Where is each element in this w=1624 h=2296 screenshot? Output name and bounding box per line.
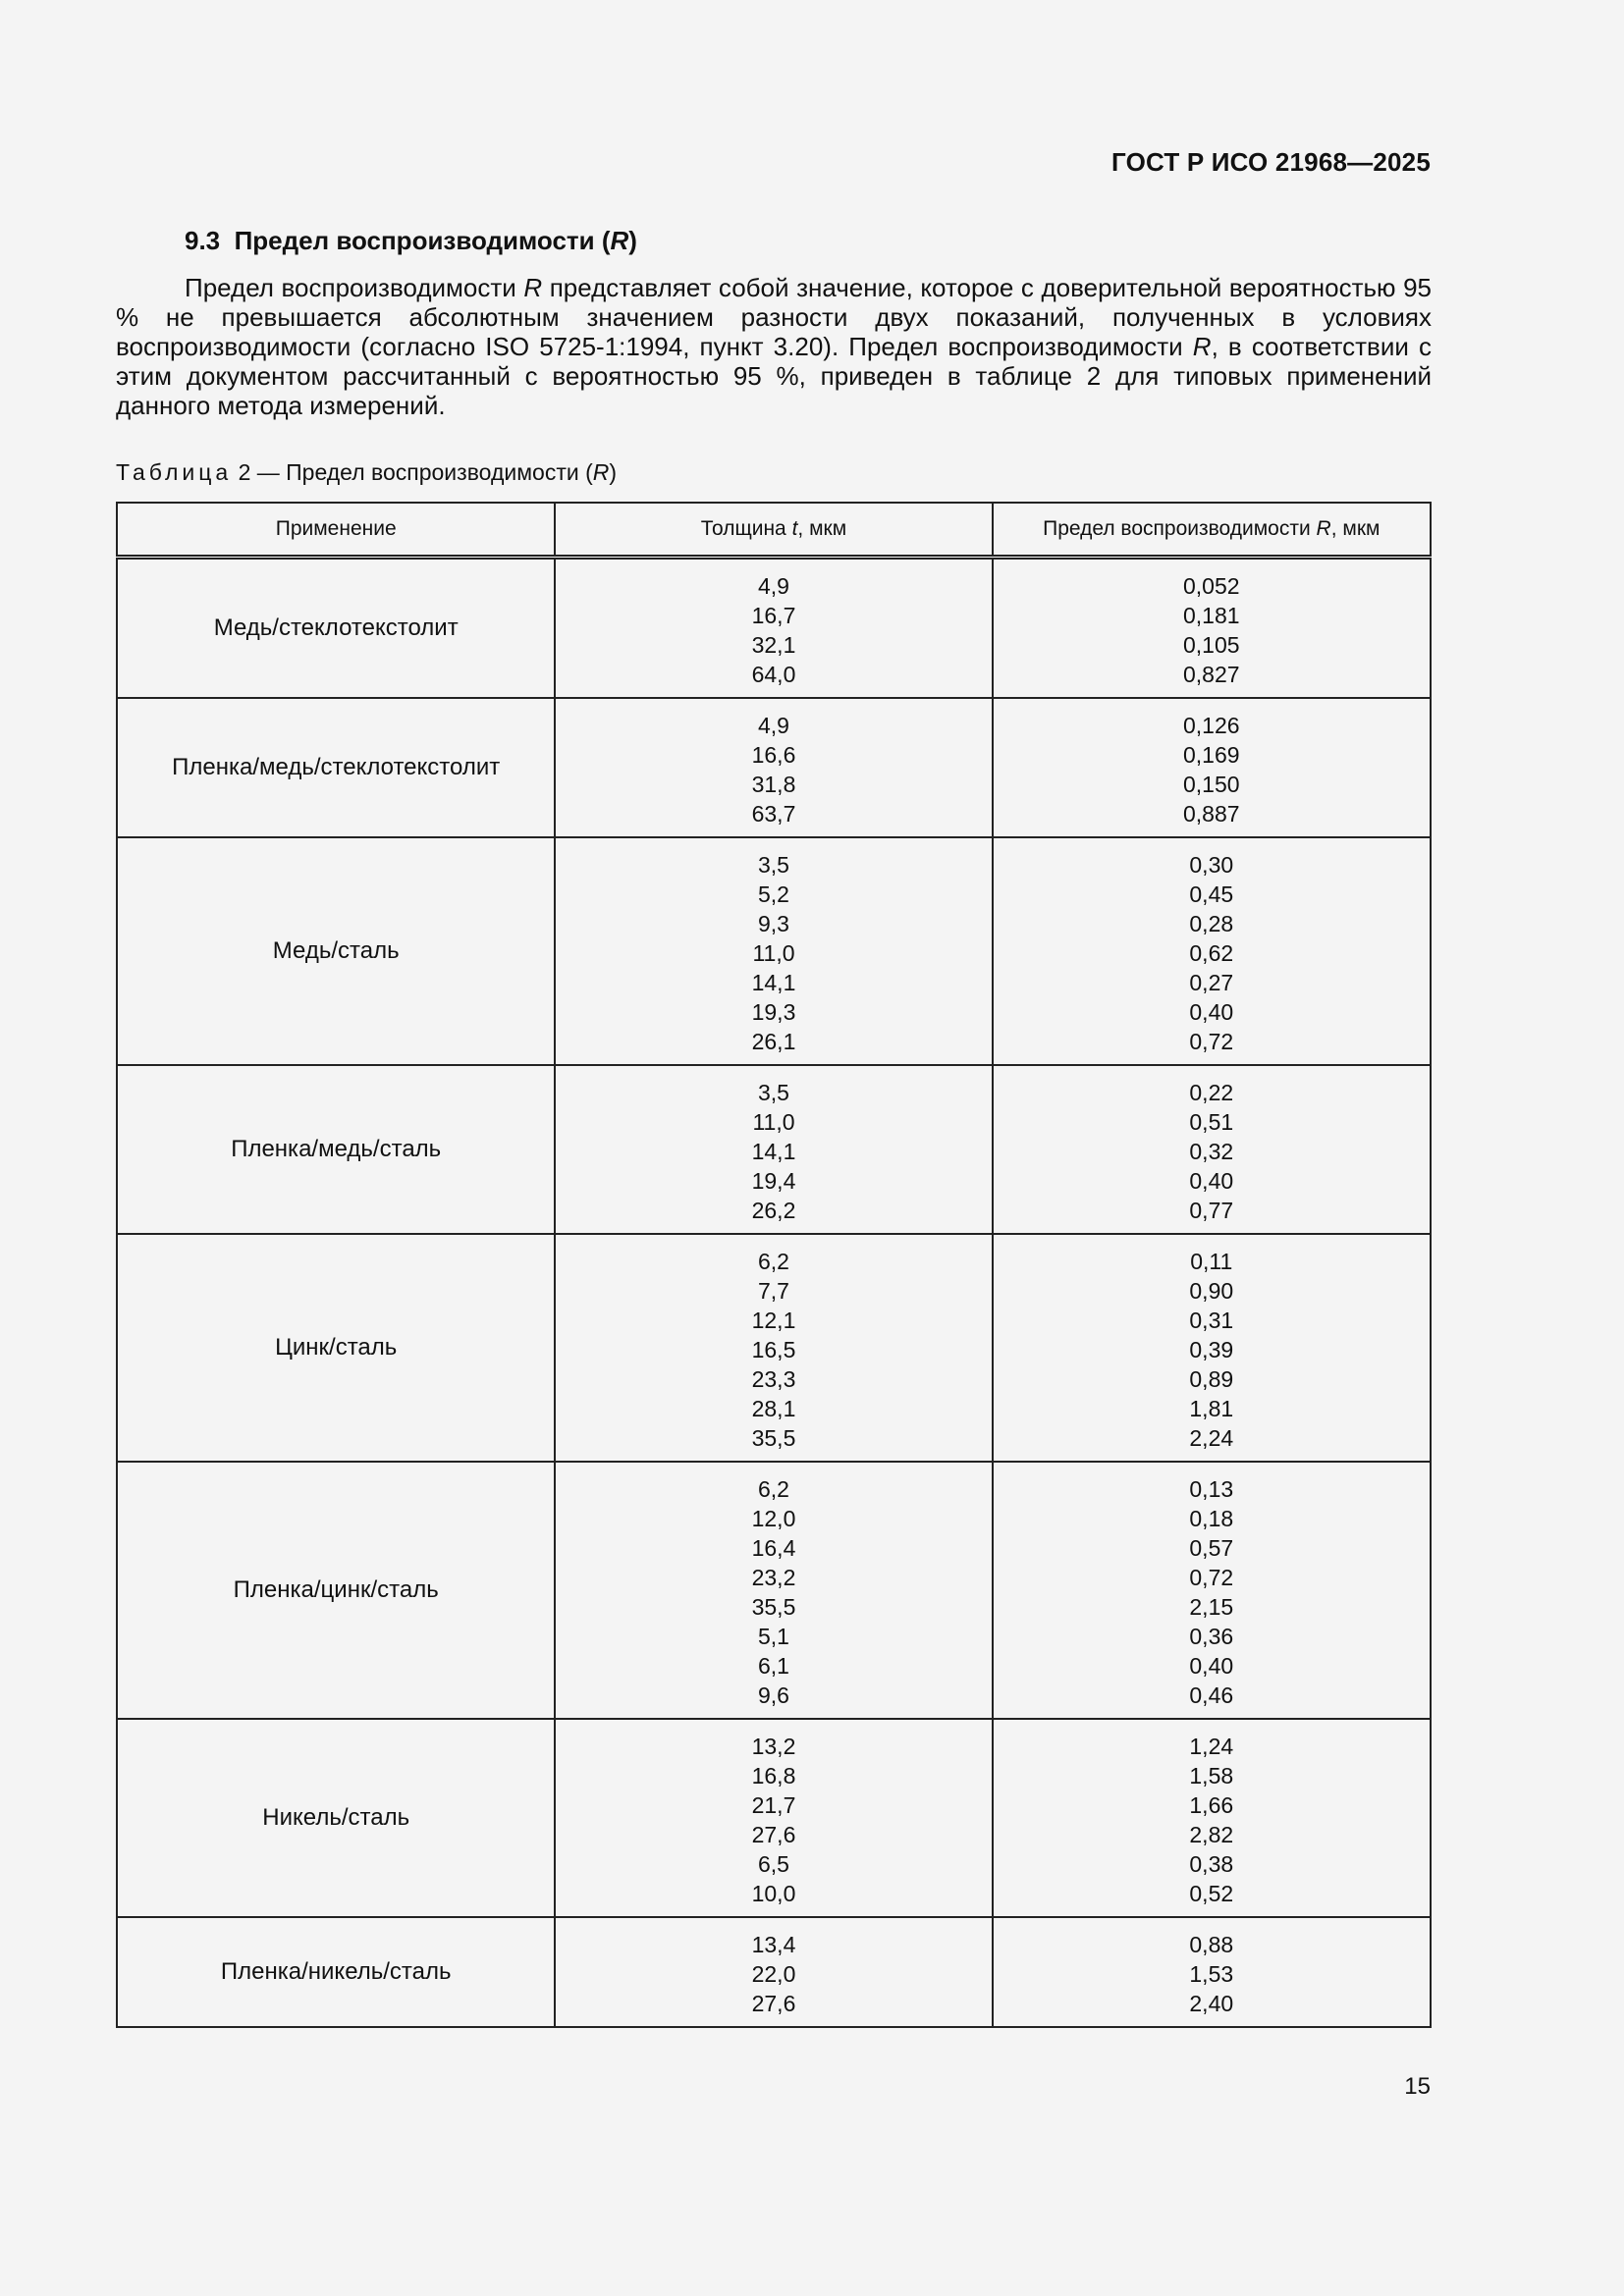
application-cell: Пленка/медь/стеклотекстолит [117, 698, 555, 837]
table-caption-word: Таблица [116, 459, 233, 485]
thickness-value: 16,7 [751, 603, 796, 628]
table-row [117, 1719, 1431, 1917]
limit-value: 0,51 [1189, 1109, 1234, 1135]
application-cell: Пленка/цинк/сталь [117, 1462, 555, 1719]
thickness-value: 27,6 [751, 1991, 796, 2016]
thickness-value: 19,4 [751, 1168, 796, 1194]
thickness-cell [555, 1719, 992, 1917]
paragraph-text: Предел воспроизводимости [185, 273, 524, 302]
thickness-value: 27,6 [751, 1822, 796, 1847]
col-header-limit-symbol: R [1316, 517, 1331, 540]
limit-value: 0,22 [1189, 1080, 1234, 1105]
col-header-limit [993, 503, 1431, 558]
section-number: 9.3 [185, 226, 221, 255]
thickness-cell [555, 558, 992, 699]
application-cell: Медь/сталь [117, 837, 555, 1065]
application-cell: Медь/стеклотекстолит [117, 558, 555, 699]
thickness-value: 26,1 [751, 1029, 796, 1054]
table-row [117, 1462, 1431, 1719]
section-title [185, 224, 1432, 257]
paragraph-text: представляет собой значение, которое с доверительной вероятностью 95 % не превышается абсолютным значением разности двух показаний, полученных в условиях воспроизводимости (согласно ISO 5725-1:1994, пункт 3.20). Предел воспроизводимости [116, 273, 1433, 361]
limit-cell [993, 1462, 1431, 1719]
thickness-value: 23,2 [751, 1565, 796, 1590]
limit-value: 0,46 [1189, 1682, 1234, 1708]
limit-value: 0,38 [1189, 1851, 1234, 1877]
limit-value: 0,27 [1189, 970, 1234, 995]
limit-value: 2,24 [1189, 1425, 1234, 1451]
col-header-thickness-unit: , мкм [797, 517, 847, 540]
table-row [117, 698, 1431, 837]
limit-value: 0,36 [1189, 1624, 1234, 1649]
thickness-cell [555, 1234, 992, 1462]
thickness-value: 22,0 [751, 1961, 796, 1987]
table-caption-text: 2 — Предел воспроизводимости ( [232, 459, 593, 485]
table-caption-symbol: R [592, 459, 610, 485]
table-row [117, 837, 1431, 1065]
thickness-value: 32,1 [751, 632, 796, 658]
col-header-limit-text: Предел воспроизводимости [1043, 517, 1317, 540]
limit-value: 0,18 [1189, 1506, 1234, 1531]
limit-value: 0,62 [1189, 940, 1234, 966]
reproducibility-table [116, 502, 1432, 2028]
section-paragraph [116, 273, 1432, 420]
limit-value: 0,88 [1189, 1932, 1234, 1957]
page-number: 15 [1404, 2073, 1431, 2100]
application-cell: Цинк/сталь [117, 1234, 555, 1462]
table-body [117, 558, 1431, 2028]
limit-value: 1,81 [1189, 1396, 1234, 1421]
limit-value: 0,126 [1183, 713, 1240, 738]
limit-value: 0,40 [1189, 1168, 1234, 1194]
thickness-value: 7,7 [757, 1278, 789, 1304]
thickness-value: 9,3 [757, 911, 789, 936]
thickness-value: 19,3 [751, 999, 796, 1025]
thickness-value: 9,6 [757, 1682, 789, 1708]
thickness-value: 26,2 [751, 1198, 796, 1223]
thickness-value: 16,6 [751, 742, 796, 768]
thickness-value: 12,1 [751, 1308, 796, 1333]
limit-value: 1,53 [1189, 1961, 1234, 1987]
table-row [117, 1065, 1431, 1234]
document-code: ГОСТ Р ИСО 21968—2025 [1110, 147, 1431, 177]
limit-cell [993, 1917, 1431, 2027]
limit-value: 0,39 [1189, 1337, 1234, 1362]
limit-value: 0,72 [1189, 1029, 1234, 1054]
thickness-value: 63,7 [751, 801, 796, 827]
application-cell: Никель/сталь [117, 1719, 555, 1917]
limit-value: 0,052 [1183, 573, 1240, 599]
limit-value: 0,13 [1189, 1476, 1234, 1502]
thickness-value: 64,0 [751, 662, 796, 687]
col-header-limit-unit: , мкм [1330, 517, 1380, 540]
thickness-value: 3,5 [757, 1080, 789, 1105]
col-header-application: Применение [117, 503, 555, 558]
limit-cell [993, 1065, 1431, 1234]
thickness-value: 13,2 [751, 1734, 796, 1759]
table-row [117, 558, 1431, 699]
limit-value: 0,32 [1189, 1139, 1234, 1164]
thickness-value: 12,0 [751, 1506, 796, 1531]
thickness-value: 23,3 [751, 1366, 796, 1392]
thickness-value: 6,1 [757, 1653, 789, 1679]
limit-cell [993, 698, 1431, 837]
section-title-end: ) [628, 226, 637, 255]
limit-value: 1,66 [1189, 1792, 1234, 1818]
table-row [117, 1917, 1431, 2027]
limit-cell [993, 1719, 1431, 1917]
thickness-value: 5,2 [757, 881, 789, 907]
thickness-value: 6,2 [757, 1249, 789, 1274]
thickness-value: 21,7 [751, 1792, 796, 1818]
thickness-value: 4,9 [757, 573, 789, 599]
thickness-cell [555, 1917, 992, 2027]
limit-value: 0,72 [1189, 1565, 1234, 1590]
limit-value: 0,887 [1183, 801, 1240, 827]
limit-value: 0,181 [1183, 603, 1240, 628]
thickness-value: 10,0 [751, 1881, 796, 1906]
table-row [117, 1234, 1431, 1462]
limit-value: 2,15 [1189, 1594, 1234, 1620]
limit-value: 0,827 [1183, 662, 1240, 687]
application-cell: Пленка/никель/сталь [117, 1917, 555, 2027]
thickness-value: 16,5 [751, 1337, 796, 1362]
thickness-value: 11,0 [752, 1109, 795, 1135]
table-caption [116, 459, 617, 486]
thickness-value: 31,8 [751, 772, 796, 797]
thickness-value: 14,1 [751, 970, 796, 995]
thickness-value: 35,5 [751, 1594, 796, 1620]
limit-value: 0,30 [1189, 852, 1234, 878]
table-header-row [117, 503, 1431, 558]
limit-value: 0,105 [1183, 632, 1240, 658]
limit-value: 0,52 [1189, 1881, 1234, 1906]
limit-value: 0,28 [1189, 911, 1234, 936]
limit-value: 0,40 [1189, 999, 1234, 1025]
limit-value: 0,89 [1189, 1366, 1234, 1392]
limit-value: 0,45 [1189, 881, 1234, 907]
thickness-value: 6,5 [757, 1851, 789, 1877]
thickness-value: 16,4 [751, 1535, 796, 1561]
limit-value: 2,82 [1189, 1822, 1234, 1847]
section-title-symbol: R [610, 226, 629, 255]
thickness-value: 3,5 [757, 852, 789, 878]
section-9-3 [116, 224, 1432, 420]
col-header-thickness-text: Толщина [700, 517, 792, 540]
thickness-cell [555, 698, 992, 837]
thickness-value: 5,1 [757, 1624, 789, 1649]
limit-cell [993, 837, 1431, 1065]
limit-value: 0,150 [1183, 772, 1240, 797]
thickness-value: 6,2 [757, 1476, 789, 1502]
limit-cell [993, 1234, 1431, 1462]
section-title-text: Предел воспроизводимости ( [234, 226, 611, 255]
thickness-value: 4,9 [757, 713, 789, 738]
thickness-value: 13,4 [751, 1932, 796, 1957]
thickness-cell [555, 837, 992, 1065]
col-header-thickness-symbol: t [791, 517, 798, 540]
limit-value: 0,57 [1189, 1535, 1234, 1561]
limit-value: 0,31 [1189, 1308, 1234, 1333]
limit-value: 1,58 [1189, 1763, 1234, 1789]
limit-value: 0,90 [1189, 1278, 1234, 1304]
thickness-value: 16,8 [751, 1763, 796, 1789]
thickness-value: 28,1 [751, 1396, 796, 1421]
limit-cell [993, 558, 1431, 699]
limit-value: 0,77 [1189, 1198, 1234, 1223]
thickness-value: 11,0 [752, 940, 795, 966]
paragraph-text: , в соответствии с этим документом рассчитанный с вероятностью 95 %, приведен в таблице 2 для типовых применений данного метода измерений. [116, 332, 1432, 420]
thickness-value: 35,5 [751, 1425, 796, 1451]
limit-value: 0,40 [1189, 1653, 1234, 1679]
paragraph-symbol: R [1192, 332, 1212, 361]
thickness-cell [555, 1065, 992, 1234]
table-caption-end: ) [609, 459, 618, 485]
limit-value: 1,24 [1189, 1734, 1234, 1759]
thickness-value: 14,1 [751, 1139, 796, 1164]
limit-value: 0,169 [1183, 742, 1240, 768]
thickness-cell [555, 1462, 992, 1719]
limit-value: 2,40 [1189, 1991, 1234, 2016]
paragraph-symbol: R [523, 273, 543, 302]
limit-value: 0,11 [1190, 1249, 1233, 1274]
col-header-thickness [555, 503, 992, 558]
application-cell: Пленка/медь/сталь [117, 1065, 555, 1234]
